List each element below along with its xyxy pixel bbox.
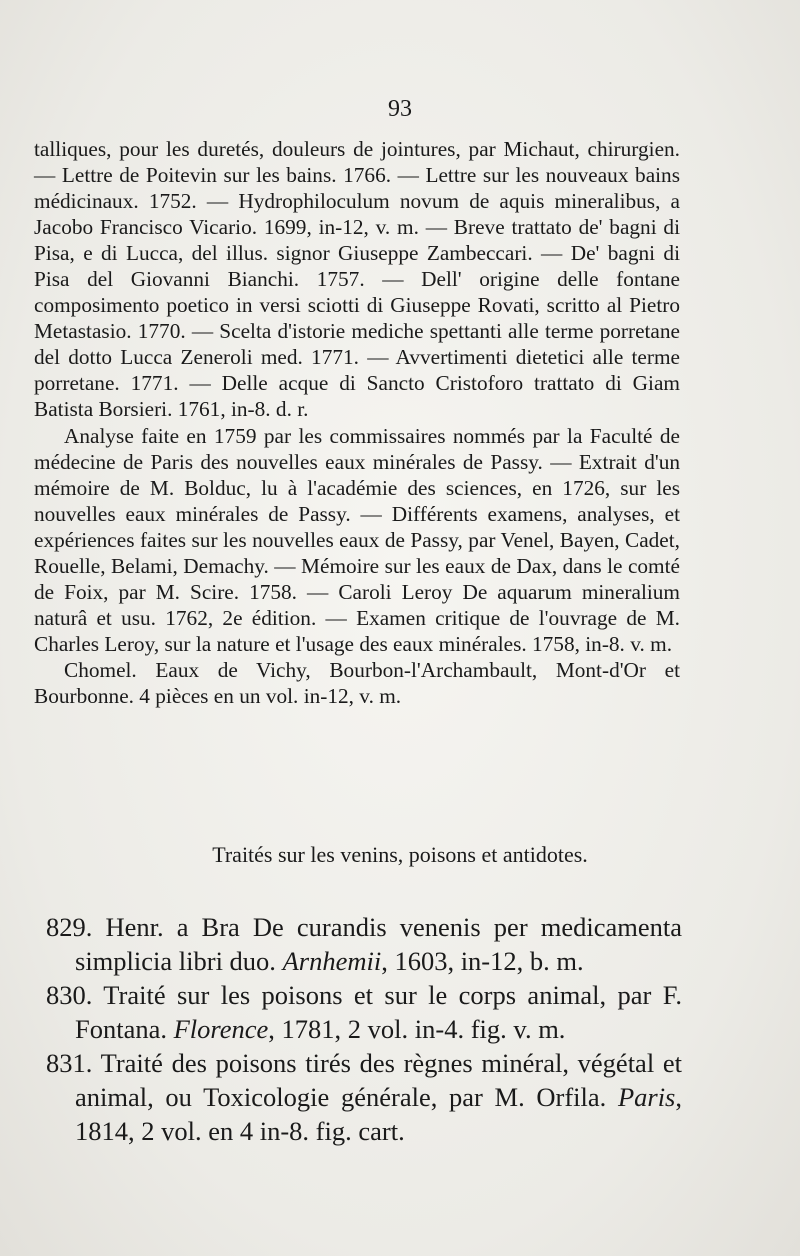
catalog-entry: 830. Traité sur les poisons et sur le corps animal, par F. Fontana. Florence, 1781, 2 vol. in-4. fig. v. m. [46,980,682,1044]
paragraph: talliques, pour les duretés, douleurs de jointures, par Michaut, chirurgien. — Lettre de Poitevin sur les bains. 1766. — Lettre sur les nouveaux bains médicinaux. 1752. — Hydrophiloculum novum de aquis mineralibus, a Jacobo Francisco Vicario. 1699, in-12, v. m. — Breve trattato de' bagni di Pisa, e di Lucca, del illus. signor Giuseppe Zambeccari. — De' bagni di Pisa del Giovanni Bianchi. 1757. — Dell' origine delle fontane composimento poetico in versi sciotti di Giuseppe Rovati, scritto al Pietro Metastasio. 1770. — Scelta d'istorie mediche spettanti alle terme porretane del dotto Lucca Zeneroli med. 1771. — Avvertimenti dietetici alle terme porretane. 1771. — Delle acque di Sancto Cristoforo trattato di Giam Batista Borsieri. 1761, in-8. d. r. [34,137,680,422]
page-number: 93 [388,96,412,122]
paragraph: Chomel. Eaux de Vichy, Bourbon-l'Archambault, Mont-d'Or et Bourbonne. 4 pièces en un vol. in-12, v. m. [34,657,680,708]
catalog-entry: 831. Traité des poisons tirés des règnes minéral, végétal et animal, ou Toxicologie générale, par M. Orfila. Paris, 1814, 2 vol. en 4 in-8. fig. cart. [46,1048,682,1146]
section-title: Traités sur les venins, poisons et antidotes. [212,842,588,867]
catalog-entry: 829. Henr. a Bra De curandis venenis per medicamenta simplicia libri duo. Arnhemii, 1603, in-12, b. m. [46,912,682,976]
body-text [34,136,680,709]
paragraph: Analyse faite en 1759 par les commissaires nommés par la Faculté de médecine de Paris des nouvelles eaux minérales de Passy. — Extrait d'un mémoire de M. Bolduc, lu à l'académie des sciences, en 1726, sur les nouvelles eaux minérales de Passy. — Différents examens, analyses, et expériences faites sur les nouvelles eaux de Passy, par Venel, Bayen, Cadet, Rouelle, Belami, Demachy. — Mémoire sur les eaux de Dax, dans le comté de Foix, par M. Scire. 1758. — Caroli Leroy De aquarum mineralium naturâ et usu. 1762, 2e édition. — Examen critique de l'ouvrage de M. Charles Leroy, sur la nature et l'usage des eaux minérales. 1758, in-8. v. m. [34,423,680,656]
catalog-entries [46,910,682,1148]
